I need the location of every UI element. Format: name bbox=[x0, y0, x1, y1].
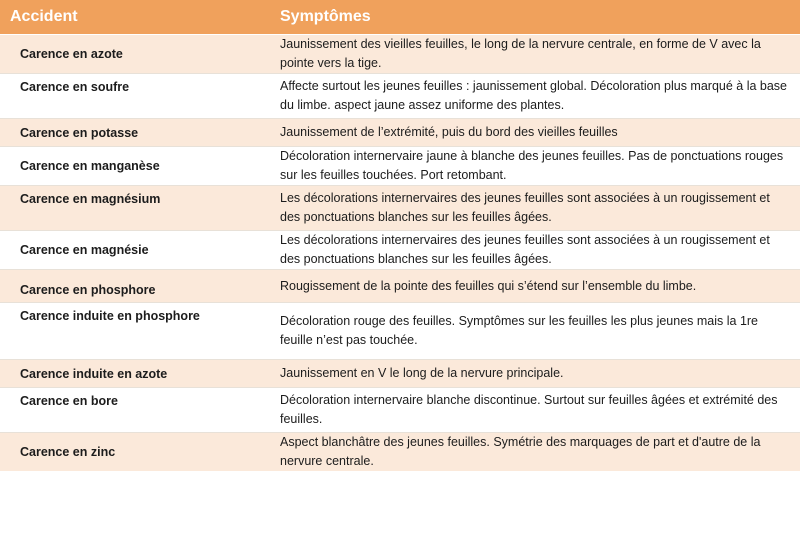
accident-cell: Carence en azote bbox=[0, 35, 268, 74]
table-row bbox=[0, 270, 800, 303]
accident-cell: Carence en potasse bbox=[0, 119, 268, 147]
table-row bbox=[0, 186, 800, 231]
symptom-cell: Jaunissement en V le long de la nervure principale. bbox=[268, 360, 800, 388]
accident-cell: Carence induite en phosphore bbox=[0, 303, 268, 360]
symptom-cell: Les décolorations internervaires des jeunes feuilles sont associées à un rougissement et des ponctuations blanches sur les feuilles âgées. bbox=[268, 186, 800, 231]
table-row bbox=[0, 388, 800, 433]
accident-cell: Carence en bore bbox=[0, 388, 268, 433]
header-accident: Accident bbox=[0, 0, 268, 35]
accident-cell: Carence en soufre bbox=[0, 74, 268, 119]
symptom-cell: Rougissement de la pointe des feuilles qui s’étend sur l’ensemble du limbe. bbox=[268, 270, 800, 303]
symptom-cell: Décoloration internervaire blanche discontinue. Surtout sur feuilles âgées et extrémité des feuilles. bbox=[268, 388, 800, 433]
table-row bbox=[0, 303, 800, 360]
table-row bbox=[0, 147, 800, 186]
accident-cell: Carence en magnésium bbox=[0, 186, 268, 231]
header-symptomes: Symptômes bbox=[268, 0, 800, 35]
table-row bbox=[0, 360, 800, 388]
accident-cell: Carence en magnésie bbox=[0, 231, 268, 270]
symptom-cell bbox=[268, 303, 800, 360]
symptom-cell: Jaunissement des vieilles feuilles, le long de la nervure centrale, en forme de V avec la pointe vers la tige. bbox=[268, 35, 800, 74]
accident-cell: Carence en zinc bbox=[0, 433, 268, 472]
symptom-cell: Les décolorations internervaires des jeunes feuilles sont associées à un rougissement et des ponctuations blanches sur les feuilles âgées. bbox=[268, 231, 800, 270]
accident-cell: Carence induite en azote bbox=[0, 360, 268, 388]
table-row bbox=[0, 74, 800, 119]
symptom-cell: Affecte surtout les jeunes feuilles : jaunissement global. Décoloration plus marqué à la base du limbe. aspect jaune assez uniforme des plantes. bbox=[268, 74, 800, 119]
symptom-cell: Jaunissement de l’extrémité, puis du bord des vieilles feuilles bbox=[268, 119, 800, 147]
symptom-text-part: Décoloration rouge des feuilles. Symptômes sur les feuilles les plus jeunes mais la 1re feuille n’est pas touchée. bbox=[280, 314, 759, 347]
table-row bbox=[0, 119, 800, 147]
table-row bbox=[0, 433, 800, 472]
table-row bbox=[0, 35, 800, 74]
accident-cell: Carence en manganèse bbox=[0, 147, 268, 186]
accident-cell: Carence en phosphore bbox=[0, 270, 268, 303]
table-row bbox=[0, 231, 800, 270]
symptom-cell: Aspect blanchâtre des jeunes feuilles. Symétrie des marquages de part et d'autre de la nervure centrale. bbox=[268, 433, 800, 472]
symptom-cell: Décoloration internervaire jaune à blanche des jeunes feuilles. Pas de ponctuations rouges sur les feuilles touchées. Port retombant. bbox=[268, 147, 800, 186]
table-header-row bbox=[0, 0, 800, 35]
